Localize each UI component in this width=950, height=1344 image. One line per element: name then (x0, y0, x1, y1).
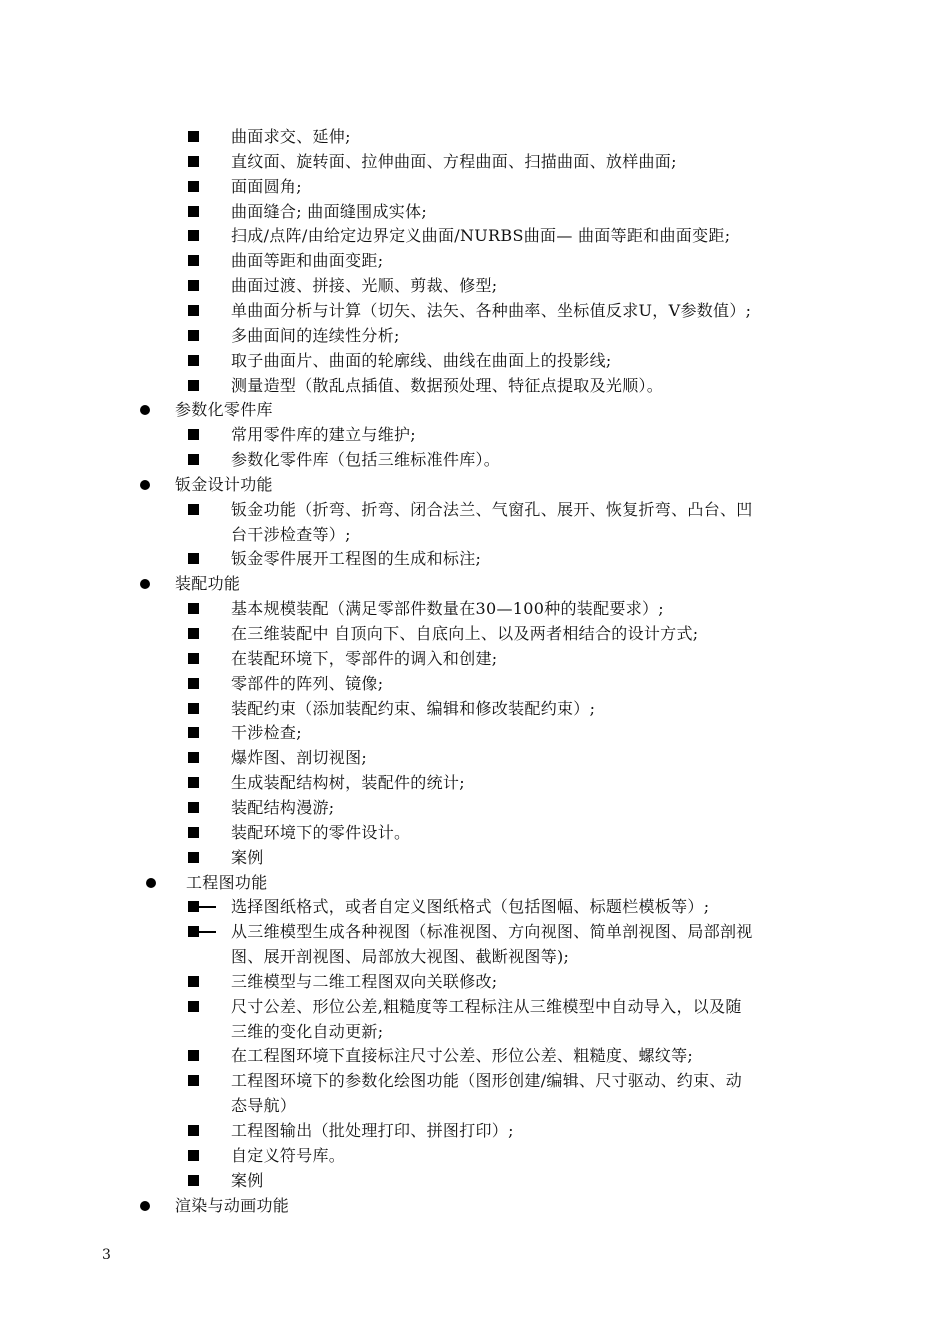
square-bullet-icon (188, 1075, 199, 1086)
list-item-text: 选择图纸格式，或者自定义图纸格式（包括图幅、标题栏模板等）; (231, 897, 710, 917)
list-item-text: 取子曲面片、曲面的轮廓线、曲线在曲面上的投影线; (231, 350, 612, 370)
square-bullet-icon (188, 653, 199, 664)
round-bullet-icon (140, 1201, 150, 1211)
square-bullet-icon (188, 454, 199, 465)
square-bullet-icon (188, 131, 199, 142)
list-item (0, 845, 950, 870)
list-item (0, 124, 950, 149)
list-item-text: 三维模型与二维工程图双向关联修改; (231, 971, 498, 991)
list-item-text: 自定义符号库。 (231, 1145, 346, 1165)
square-bullet-icon (188, 280, 199, 291)
round-bullet-icon (140, 405, 150, 415)
square-dash-bullet-icon (188, 901, 220, 912)
list-item-text: 曲面等距和曲面变距; (231, 251, 384, 271)
list-item (0, 1118, 950, 1143)
square-bullet-icon (188, 852, 199, 863)
list-item-text: 在装配环境下，零部件的调入和创建; (231, 648, 498, 668)
list-item-text: 装配结构漫游; (231, 797, 335, 817)
list-item-text: 三维的变化自动更新; (231, 1021, 384, 1041)
list-item-text: 图、展开剖视图、局部放大视图、截断视图等); (231, 947, 570, 967)
list-item-text: 面面圆角; (231, 176, 302, 196)
square-bullet-icon (188, 802, 199, 813)
square-bullet-icon (188, 255, 199, 266)
list-item-text: 从三维模型生成各种视图（标准视图、方向视图、简单剖视图、局部剖视 (231, 922, 753, 942)
section-heading-row (0, 571, 950, 596)
list-item-text: 装配环境下的零件设计。 (231, 822, 411, 842)
list-item (0, 820, 950, 845)
list-item-text: 零部件的阵列、镜像; (231, 673, 384, 693)
square-bullet-icon (188, 330, 199, 341)
section-heading: 工程图功能 (186, 872, 268, 892)
list-item-text: 基本规模装配（满足零部件数量在30—100种的装配要求）; (231, 599, 664, 619)
list-item-text: 扫成/点阵/由给定边界定义曲面/NURBS曲面— 曲面等距和曲面变距; (231, 226, 731, 246)
list-item (0, 795, 950, 820)
square-bullet-icon (188, 429, 199, 440)
list-item-text: 单曲面分析与计算（切矢、法矢、各种曲率、坐标值反求U，V参数值）; (231, 300, 752, 320)
square-bullet-icon (188, 678, 199, 689)
square-dash-bullet-icon (188, 926, 220, 937)
list-item-text: 台干涉检查等）; (231, 524, 351, 544)
list-item (0, 621, 950, 646)
list-item-text: 测量造型（散乱点插值、数据预处理、特征点提取及光顺）。 (231, 375, 664, 395)
list-item (0, 1068, 950, 1093)
square-bullet-icon (188, 1050, 199, 1061)
list-item-text: 多曲面间的连续性分析; (231, 325, 400, 345)
list-item (0, 994, 950, 1019)
square-bullet-icon (188, 727, 199, 738)
list-item-text: 工程图环境下的参数化绘图功能（图形创建/编辑、尺寸驱动、约束、动 (231, 1071, 742, 1091)
section-heading-row (0, 472, 950, 497)
list-item (0, 323, 950, 348)
square-bullet-icon (188, 1125, 199, 1136)
list-item (0, 919, 950, 944)
square-bullet-icon (188, 976, 199, 987)
square-bullet-icon (188, 1175, 199, 1186)
section-heading-row (0, 1193, 950, 1218)
list-item (0, 1093, 950, 1118)
list-item-text: 工程图输出（批处理打印、拼图打印）; (231, 1121, 514, 1140)
list-item-text: 钣金功能（折弯、折弯、闭合法兰、气窗孔、展开、恢复折弯、凸台、凹 (231, 499, 753, 519)
list-item (0, 546, 950, 571)
list-item-text: 钣金零件展开工程图的生成和标注; (231, 549, 482, 569)
list-item-text: 案例 (231, 847, 264, 867)
list-item (0, 720, 950, 745)
section-heading-row (0, 870, 950, 895)
list-item-text: 生成装配结构树，装配件的统计; (231, 773, 465, 793)
square-bullet-icon (188, 752, 199, 763)
section-heading-row (0, 397, 950, 422)
list-item-text: 干涉检查; (231, 723, 302, 743)
list-item (0, 646, 950, 671)
list-item (0, 1019, 950, 1044)
list-item-text: 装配约束（添加装配约束、编辑和修改装配约束）; (231, 698, 596, 718)
square-bullet-icon (188, 504, 199, 515)
list-item-text: 曲面求交、延伸; (231, 127, 351, 146)
page-number: 3 (102, 1247, 111, 1263)
square-bullet-icon (188, 1001, 199, 1012)
square-bullet-icon (188, 777, 199, 788)
square-bullet-icon (188, 156, 199, 167)
square-bullet-icon (188, 181, 199, 192)
section-heading: 钣金设计功能 (175, 474, 273, 494)
list-item (0, 273, 950, 298)
list-item-text: 尺寸公差、形位公差,粗糙度等工程标注从三维模型中自动导入，以及随 (231, 996, 742, 1016)
list-item (0, 174, 950, 199)
round-bullet-icon (146, 878, 156, 888)
list-item (0, 497, 950, 522)
square-bullet-icon (188, 355, 199, 366)
list-item (0, 348, 950, 373)
list-item (0, 596, 950, 621)
list-item (0, 199, 950, 224)
list-item-text: 参数化零件库（包括三维标准件库）。 (231, 450, 501, 470)
list-item (0, 894, 950, 919)
list-item-text: 态导航） (231, 1096, 297, 1116)
list-item (0, 1168, 950, 1193)
square-bullet-icon (188, 628, 199, 639)
square-bullet-icon (188, 553, 199, 564)
square-bullet-icon (188, 206, 199, 217)
list-item (0, 149, 950, 174)
square-bullet-icon (188, 305, 199, 316)
list-item (0, 248, 950, 273)
list-item (0, 522, 950, 547)
square-bullet-icon (188, 230, 199, 241)
list-item-text: 直纹面、旋转面、拉伸曲面、方程曲面、扫描曲面、放样曲面; (231, 151, 677, 171)
list-item (0, 1143, 950, 1168)
list-item (0, 422, 950, 447)
section-heading: 装配功能 (175, 574, 241, 594)
list-item-text: 爆炸图、剖切视图; (231, 748, 368, 768)
square-bullet-icon (188, 1150, 199, 1161)
list-item (0, 1043, 950, 1068)
section-heading: 参数化零件库 (175, 400, 273, 420)
square-bullet-icon (188, 380, 199, 391)
list-item-text: 常用零件库的建立与维护; (231, 425, 416, 445)
list-item (0, 770, 950, 795)
square-bullet-icon (188, 827, 199, 838)
square-bullet-icon (188, 603, 199, 614)
section-heading: 渲染与动画功能 (175, 1195, 290, 1215)
list-item-text: 曲面过渡、拼接、光顺、剪裁、修型; (231, 276, 498, 296)
round-bullet-icon (140, 480, 150, 490)
list-item (0, 298, 950, 323)
list-item-text: 在工程图环境下直接标注尺寸公差、形位公差、粗糙度、螺纹等; (231, 1046, 694, 1066)
list-item (0, 969, 950, 994)
square-bullet-icon (188, 703, 199, 714)
list-item (0, 944, 950, 969)
list-item-text: 在三维装配中 自顶向下、自底向上、以及两者相结合的设计方式; (231, 624, 699, 643)
list-item (0, 745, 950, 770)
list-item-text: 曲面缝合; 曲面缝围成实体; (231, 201, 428, 221)
list-item (0, 223, 950, 248)
list-item (0, 671, 950, 696)
list-item-text: 案例 (231, 1170, 264, 1190)
round-bullet-icon (140, 579, 150, 589)
list-item (0, 696, 950, 721)
list-item (0, 447, 950, 472)
list-item (0, 373, 950, 398)
